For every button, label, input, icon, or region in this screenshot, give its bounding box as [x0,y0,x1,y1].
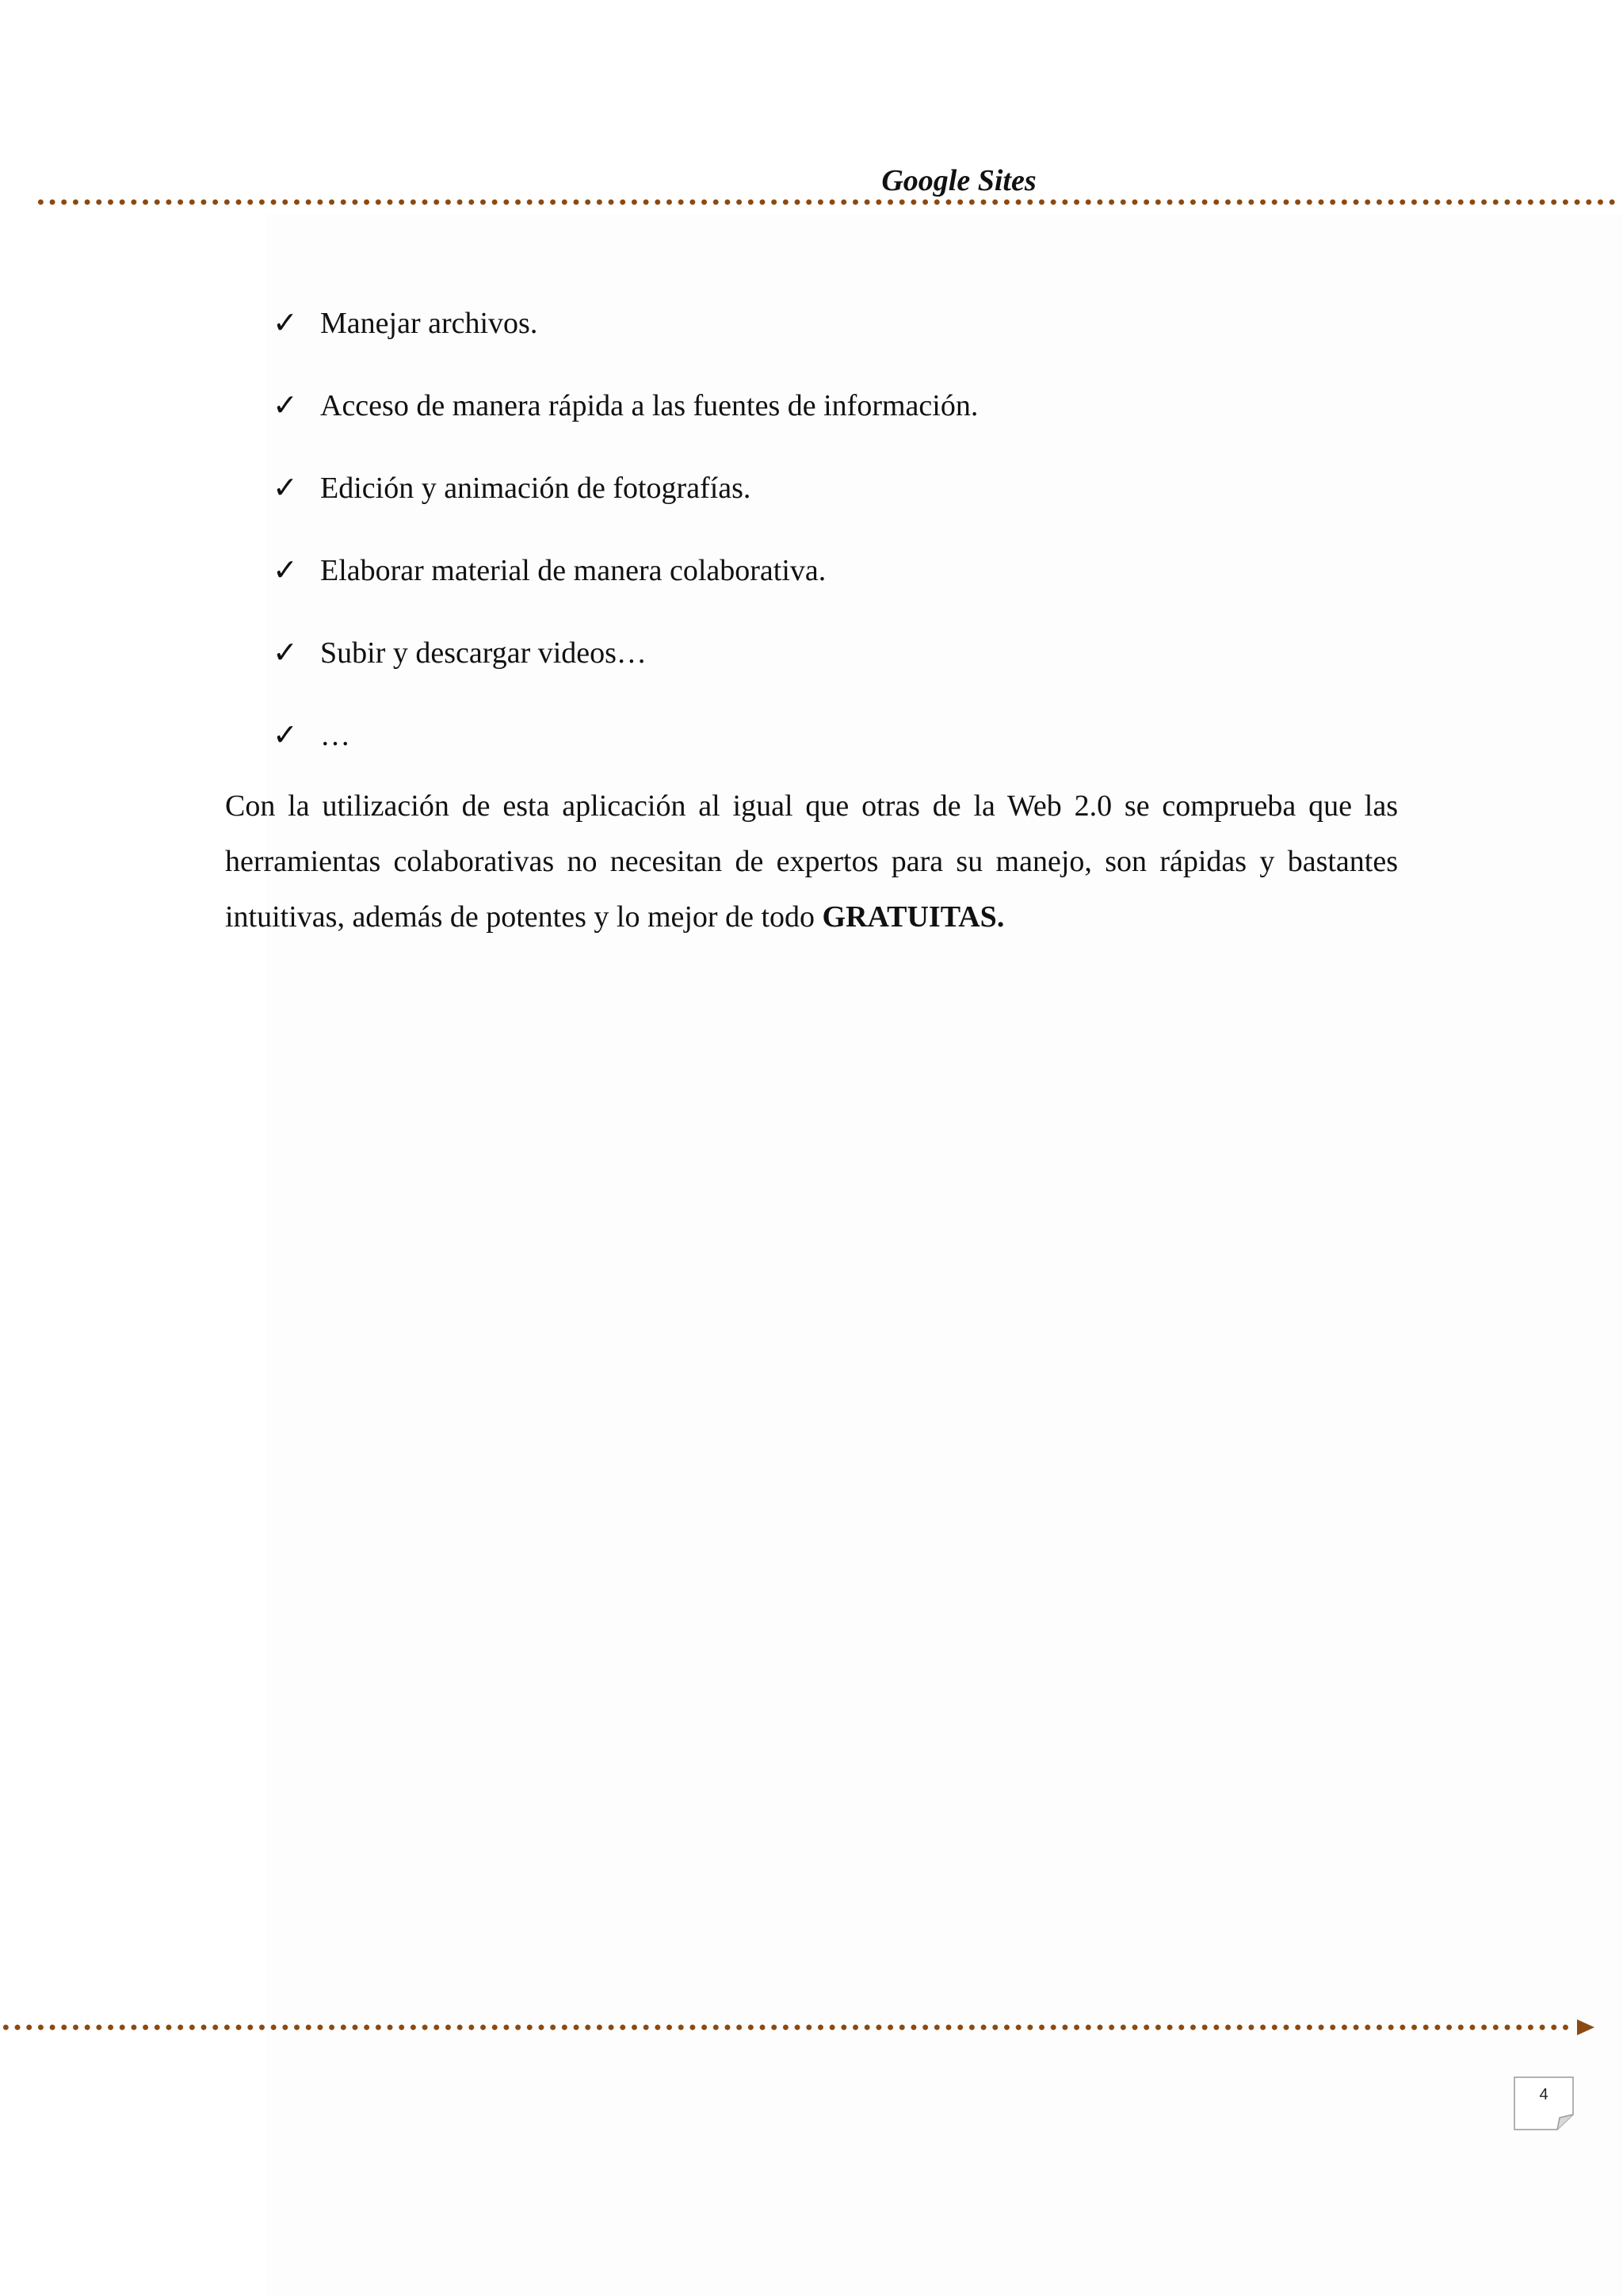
header-title: Google Sites [881,164,1037,197]
paragraph-emphasis: GRATUITAS. [822,900,1005,934]
header-dotted-rule [35,199,1617,205]
check-icon: ✓ [273,472,298,505]
page-margin-left [0,0,266,2296]
list-item [273,694,978,777]
list-item-label: Acceso de manera rápida a las fuentes de información. [320,389,979,422]
checklist [273,282,978,777]
check-icon: ✓ [273,389,298,422]
list-item [273,365,978,447]
list-item-label: Edición y animación de fotografías. [320,472,751,505]
check-icon: ✓ [273,554,298,587]
list-item [273,529,978,612]
footer-dotted-rule [0,2024,1574,2030]
page-margin-top [0,0,1623,214]
list-item-label: Elaborar material de manera colaborativa. [320,554,827,587]
check-icon: ✓ [273,636,298,670]
list-item-label: Subir y descargar videos… [320,636,647,670]
body-paragraph [225,778,1398,945]
page-number: 4 [1539,2086,1549,2103]
check-icon: ✓ [273,307,298,340]
list-item [273,612,978,694]
list-item [273,447,978,529]
page-number-badge [1514,2076,1574,2130]
list-item-label: Manejar archivos. [320,307,538,340]
check-icon: ✓ [273,719,298,752]
list-item-label: … [320,719,350,752]
list-item [273,282,978,365]
arrow-right-icon [1577,2019,1594,2035]
paragraph-text: Con la utilización de esta aplicación al igual que otras de la Web 2.0 se comprueba que las herramientas colaborativas no necesitan de expertos para su manejo, son rápidas y bastantes intuitivas, además de potentes y lo mejor de todo [225,789,1398,934]
